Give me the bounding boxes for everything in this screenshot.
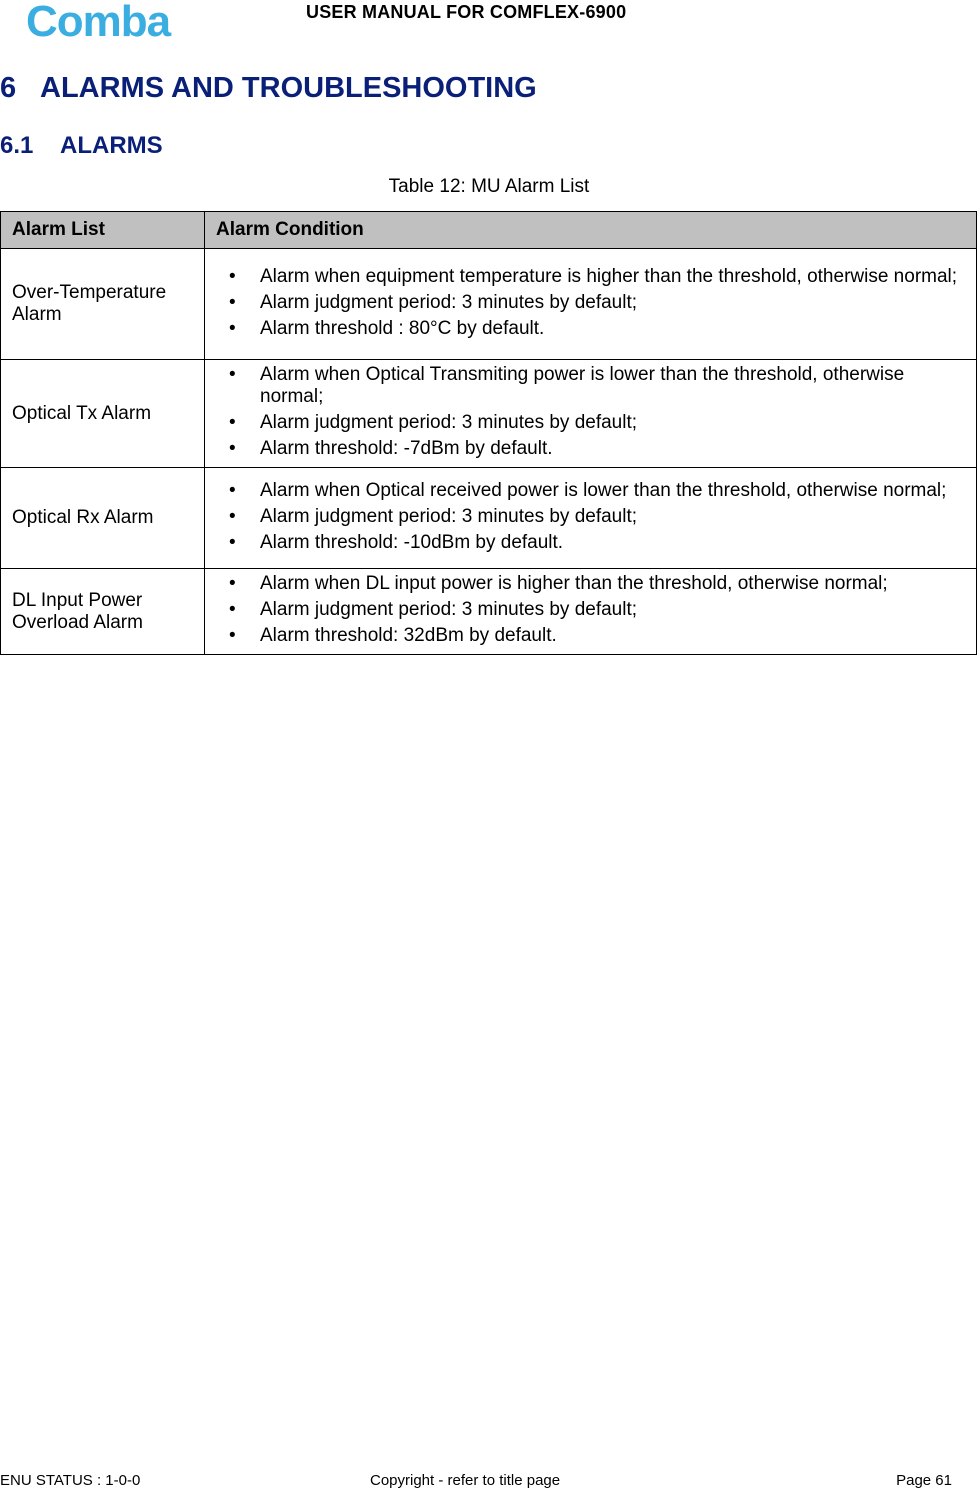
bullet-icon: • xyxy=(229,265,236,287)
condition-text: Alarm threshold: 32dBm by default. xyxy=(260,625,557,646)
condition-item xyxy=(205,438,968,460)
alarm-name: Over-Temperature Alarm xyxy=(1,249,205,360)
table-row xyxy=(1,360,977,468)
condition-text: Alarm when Optical received power is lower than the threshold, otherwise normal; xyxy=(260,479,947,501)
condition-item xyxy=(205,532,968,554)
condition-text: Alarm threshold : 80°C by default. xyxy=(260,317,545,339)
chapter-title: ALARMS AND TROUBLESHOOTING xyxy=(40,72,537,104)
condition-item xyxy=(205,480,968,502)
condition-text: Alarm when equipment temperature is higher than the threshold, otherwise normal; xyxy=(260,265,958,287)
condition-text: Alarm judgment period: 3 minutes by default; xyxy=(260,599,638,620)
alarm-conditions xyxy=(205,249,977,360)
bullet-icon: • xyxy=(229,364,236,385)
table-row xyxy=(1,569,977,655)
condition-item xyxy=(205,364,968,408)
condition-item xyxy=(205,412,968,434)
condition-item xyxy=(205,292,968,314)
condition-item xyxy=(205,266,968,288)
alarm-name: DL Input Power Overload Alarm xyxy=(1,569,205,655)
bullet-icon: • xyxy=(229,573,236,594)
bullet-icon: • xyxy=(229,625,236,646)
footer-status: ENU STATUS : 1-0-0 xyxy=(0,1472,141,1489)
alarm-name: Optical Tx Alarm xyxy=(1,360,205,468)
section-title: ALARMS xyxy=(60,132,163,159)
bullet-icon: • xyxy=(229,479,236,501)
condition-text: Alarm threshold: -7dBm by default. xyxy=(260,438,553,459)
column-header-alarm-list: Alarm List xyxy=(1,212,205,249)
footer-page-number: Page 61 xyxy=(896,1472,952,1489)
section-number: 6.1 xyxy=(0,132,34,159)
alarm-conditions xyxy=(205,569,977,655)
section-heading xyxy=(0,132,163,160)
condition-text: Alarm judgment period: 3 minutes by default; xyxy=(260,412,638,433)
alarm-conditions xyxy=(205,468,977,569)
alarm-name: Optical Rx Alarm xyxy=(1,468,205,569)
table-header-row xyxy=(1,212,977,249)
document-title: USER MANUAL FOR COMFLEX-6900 xyxy=(306,2,627,22)
chapter-number: 6 xyxy=(0,72,17,104)
condition-text: Alarm judgment period: 3 minutes by default; xyxy=(260,291,638,313)
bullet-icon: • xyxy=(229,317,236,339)
bullet-icon: • xyxy=(229,505,236,527)
table-row xyxy=(1,468,977,569)
condition-item xyxy=(205,625,968,647)
comba-logo xyxy=(24,0,209,42)
bullet-icon: • xyxy=(229,599,236,620)
table-row xyxy=(1,249,977,360)
chapter-heading xyxy=(0,72,537,105)
bullet-icon: • xyxy=(229,291,236,313)
alarm-conditions xyxy=(205,360,977,468)
condition-text: Alarm when DL input power is higher than the threshold, otherwise normal; xyxy=(260,573,888,594)
condition-text: Alarm judgment period: 3 minutes by default; xyxy=(260,505,638,527)
condition-item xyxy=(205,599,968,621)
bullet-icon: • xyxy=(229,438,236,459)
comba-logo-text: Comba xyxy=(26,0,171,42)
condition-item xyxy=(205,318,968,340)
condition-text: Alarm threshold: -10dBm by default. xyxy=(260,531,564,553)
bullet-icon: • xyxy=(229,531,236,553)
alarm-table xyxy=(0,211,977,655)
table-caption: Table 12: MU Alarm List xyxy=(388,176,590,197)
condition-text: Alarm when Optical Transmiting power is lower than the threshold, otherwise normal; xyxy=(260,364,905,407)
condition-item xyxy=(205,573,968,595)
condition-item xyxy=(205,506,968,528)
bullet-icon: • xyxy=(229,412,236,433)
column-header-alarm-condition: Alarm Condition xyxy=(205,212,977,249)
footer-copyright: Copyright - refer to title page xyxy=(370,1472,561,1489)
